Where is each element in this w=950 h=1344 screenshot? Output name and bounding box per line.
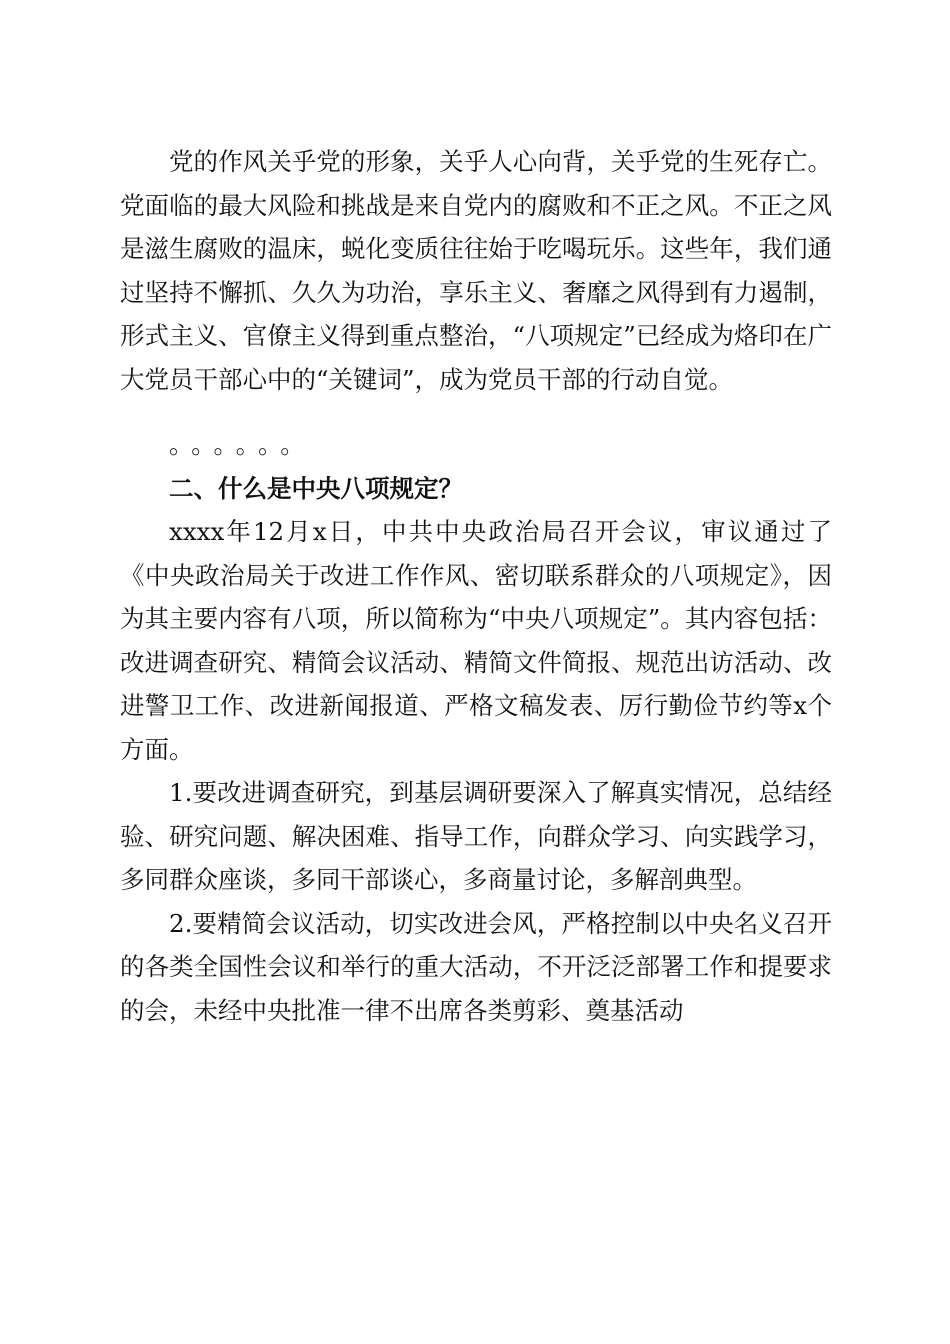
section-heading: 二、什么是中央八项规定？: [169, 473, 463, 503]
list-item-1: 1.要改进调查研究，到基层调研要深入了解真实情况，总结经验、研究问题、解决困难、指导工作，向群众学习、向实践学习，多同群众座谈，多同干部谈心，多商量讨论，多解剖典型。: [120, 778, 832, 894]
intro-paragraph: 党的作风关乎党的形象，关乎人心向背，关乎党的生死存亡。党面临的最大风险和挑战是来自党内的腐败和不正之风。不正之风是滋生腐败的温床，蜕化变质往往始于吃喝玩乐。这些年，我们通过坚持不懈抓、久久为功治，享乐主义、奢靡之风得到有力遏制，形式主义、官僚主义得到重点整治，“八项规定”已经成为烙印在广大党员干部心中的“关键词”，成为党员干部的行动自觉。: [120, 147, 832, 394]
document-page: [120, 140, 832, 1032]
section-paragraph: xxxx年12月x日，中共中央政治局召开会议，审议通过了《中央政治局关于改进工作作风、密切联系群众的八项规定》，因为其主要内容有八项，所以简称为“中央八项规定”。其内容包括：改进调查研究、精简会议活动、精简文件简报、规范出访活动、改进警卫工作、改进新闻报道、严格文稿发表、厉行勤俭节约等x个方面。: [120, 517, 832, 764]
list-item-2: 2.要精简会议活动，切实改进会风，严格控制以中央名义召开的各类全国性会议和举行的重大活动，不开泛泛部署工作和提要求的会，未经中央批准一律不出席各类剪彩、奠基活动: [120, 908, 832, 1025]
ellipsis-marks: 。。。。。。: [169, 430, 315, 459]
paragraph-spacer: [120, 401, 832, 423]
